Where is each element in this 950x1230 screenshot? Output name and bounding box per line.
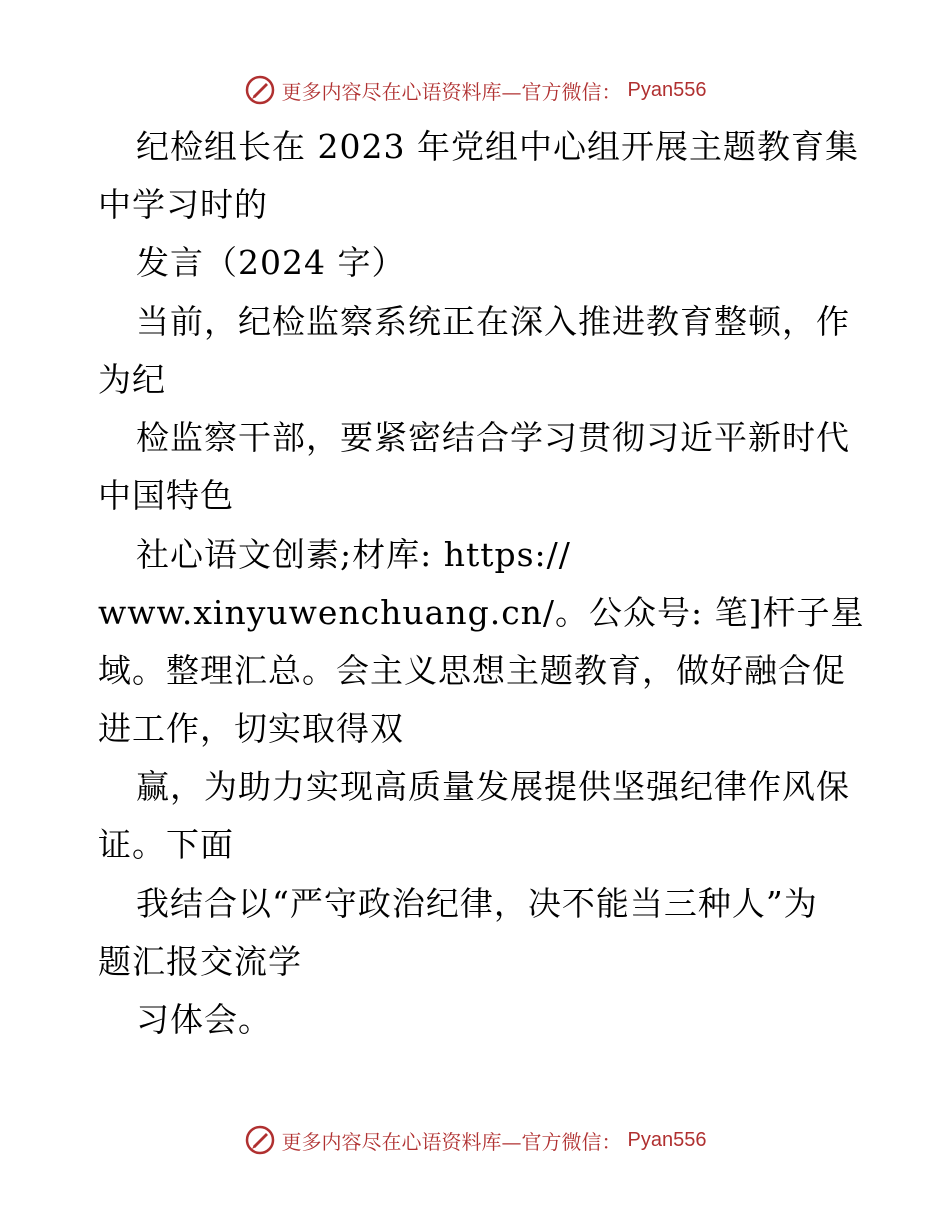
footer-watermark [0, 1120, 950, 1160]
doc-line-15: 题汇报交流学 [98, 942, 302, 981]
watermark-wechat-id: Pyan556 [627, 78, 707, 101]
doc-line-1: 纪检组长在 2023 年党组中心组开展主题教育集 [136, 127, 859, 166]
doc-line-6: 检监察干部，要紧密结合学习贯彻习近平新时代 [136, 418, 850, 457]
doc-line-11: 进工作，切实取得双 [98, 709, 404, 748]
doc-line-3: 发言（2024 字） [136, 243, 406, 282]
watermark-brand-text: 更多内容尽在心语资料库—官方微信： [281, 1129, 622, 1154]
doc-line-5: 为纪 [98, 360, 166, 399]
doc-line-14: 我结合以“严守政治纪律，决不能当三种人”为 [136, 884, 818, 923]
doc-line-4: 当前，纪检监察系统正在深入推进教育整顿，作 [136, 302, 850, 341]
watermark-wechat-id: Pyan556 [627, 1128, 707, 1151]
doc-line-2: 中学习时的 [98, 185, 268, 224]
doc-line-12: 赢，为助力实现高质量发展提供坚强纪律作风保 [136, 767, 850, 806]
doc-line-8: 社心语文创素;材库: https:// [136, 535, 571, 574]
doc-line-10: 域。整理汇总。会主义思想主题教育，做好融合促 [98, 651, 846, 690]
header-watermark [0, 70, 950, 110]
doc-line-7: 中国特色 [98, 476, 234, 515]
quill-pen-icon [244, 1124, 276, 1156]
watermark-brand-text: 更多内容尽在心语资料库—官方微信： [281, 79, 622, 104]
doc-line-13: 证。下面 [98, 825, 234, 864]
doc-line-9: www.xinyuwenchuang.cn/。公众号: 笔]杆子星 [98, 593, 865, 632]
quill-pen-icon [244, 74, 276, 106]
doc-line-16: 习体会。 [136, 1000, 272, 1039]
